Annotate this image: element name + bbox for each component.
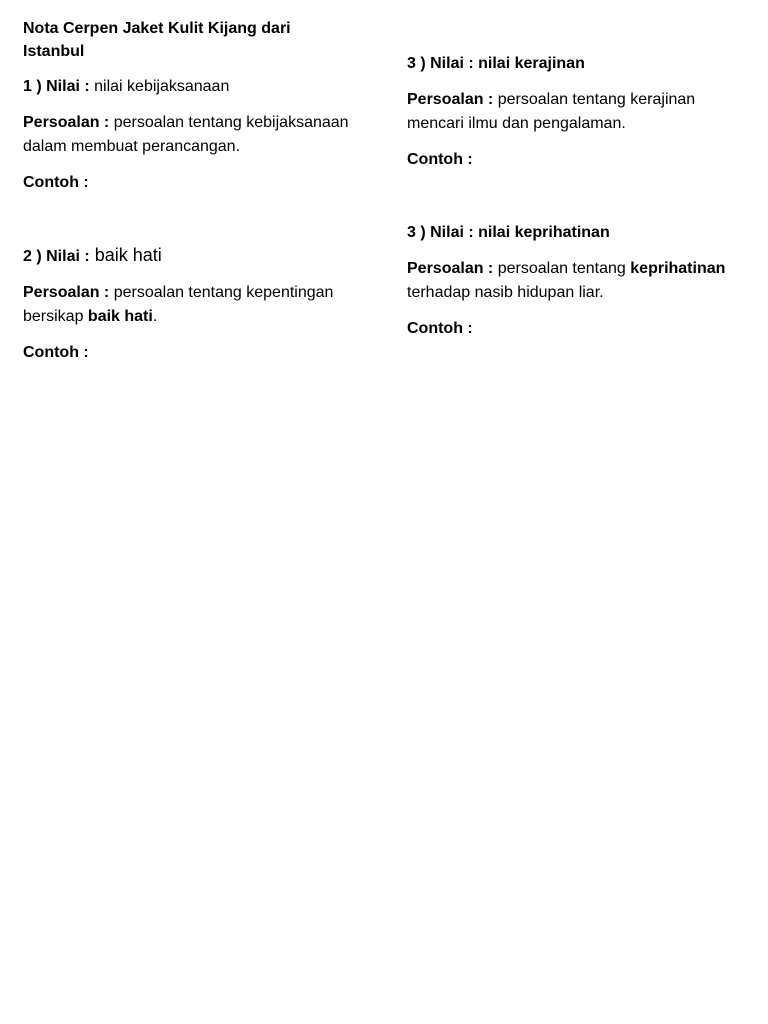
section-1-persoalan-label: Persoalan : (23, 114, 110, 131)
section-2-persoalan-text: persoalan tentang kepentingan bersikap (23, 284, 334, 325)
section-1-nilai-text: nilai kebijaksanaan (89, 78, 230, 95)
section-3-contoh-label: Contoh : (407, 151, 473, 168)
section-1-nilai-label: 1 ) Nilai : (23, 78, 90, 95)
section-2-nilai-text: baik hati (89, 245, 162, 265)
section-4-nilai-heading: 3 ) Nilai : nilai keprihatinan (407, 224, 610, 241)
section-4-persoalan-text: persoalan tentang (493, 260, 631, 277)
section-1-nilai (23, 75, 353, 99)
section-1-persoalan (23, 111, 353, 159)
document-title-line2: Istanbul (23, 43, 85, 60)
section-1-persoalan-text: persoalan tentang kebijaksanaan dalam membuat perancangan. (23, 114, 349, 155)
section-4-contoh-label: Contoh : (407, 320, 473, 337)
right-column (407, 52, 752, 353)
section-2-contoh-label: Contoh : (23, 344, 89, 361)
section-2-persoalan-end: . (152, 308, 158, 325)
section-spacer (407, 184, 752, 221)
section-4-persoalan-label: Persoalan : (407, 260, 494, 277)
section-2-persoalan (23, 281, 353, 329)
section-spacer (23, 207, 353, 243)
section-4-persoalan-end: terhadap nasib hidupan liar. (407, 284, 604, 301)
section-4-persoalan-bold: keprihatinan (630, 260, 726, 277)
section-3-persoalan (407, 88, 752, 136)
section-2-nilai-label: 2 ) Nilai : (23, 248, 90, 265)
section-2-nilai (23, 243, 353, 269)
section-2-persoalan-bold: baik hati (87, 308, 153, 325)
section-3-persoalan-label: Persoalan : (407, 91, 494, 108)
document-title (23, 17, 353, 63)
section-3-nilai-heading: 3 ) Nilai : nilai kerajinan (407, 55, 585, 72)
section-3-persoalan-text: persoalan tentang kerajinan mencari ilmu dan pengalaman. (407, 91, 696, 132)
left-column (23, 17, 353, 377)
document-title-line1: Nota Cerpen Jaket Kulit Kijang dari (23, 20, 291, 37)
section-2-persoalan-label: Persoalan : (23, 284, 110, 301)
section-4-persoalan (407, 257, 752, 305)
section-1-contoh-label: Contoh : (23, 174, 89, 191)
